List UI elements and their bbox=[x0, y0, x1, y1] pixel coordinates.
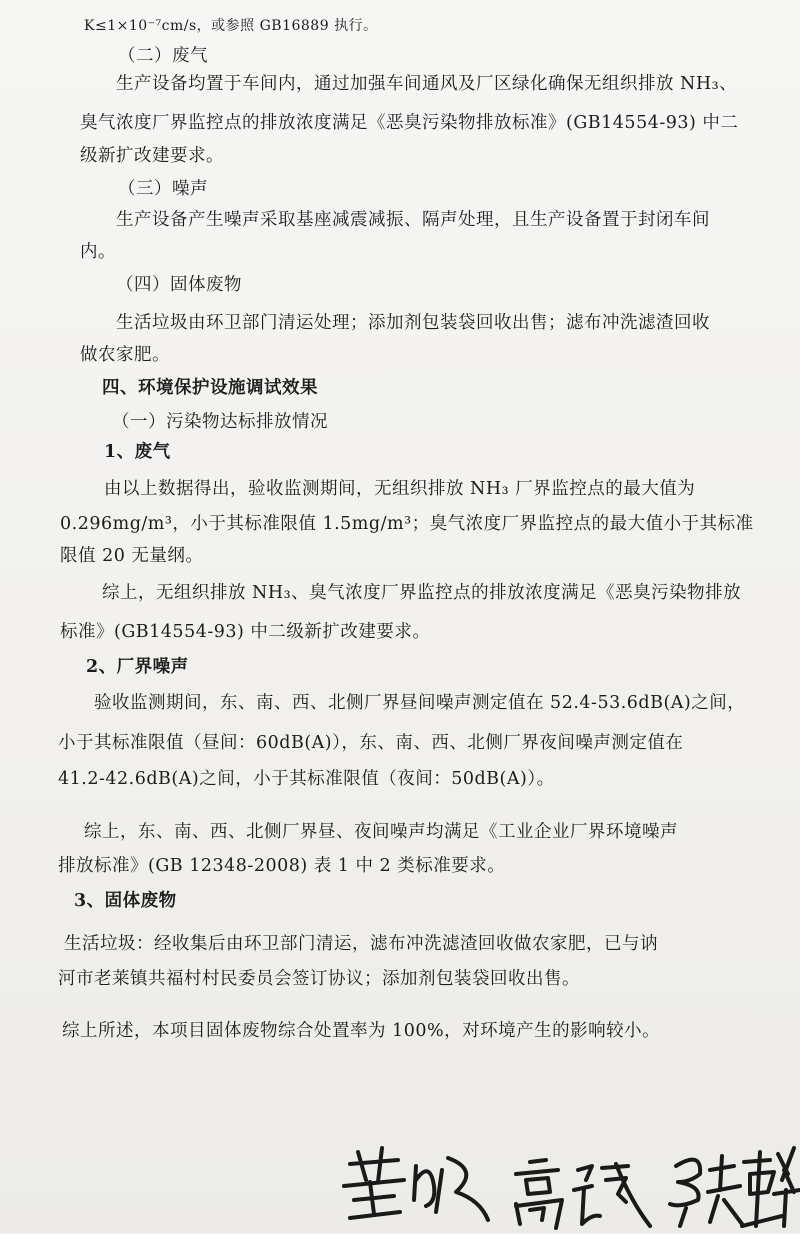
text-line: 生活垃圾由环卫部门清运处理；添加剂包装袋回收出售；滤布冲洗滤渣回收 bbox=[116, 313, 710, 333]
text-line: 生产设备产生噪声采取基座减震减振、隔声处理，且生产设备置于封闭车间 bbox=[116, 210, 710, 230]
text-line: 综上所述，本项目固体废物综合处置率为 100%，对环境产生的影响较小。 bbox=[62, 1021, 661, 1041]
text-line: 综上，东、南、西、北侧厂界昼、夜间噪声均满足《工业企业厂界环境噪声 bbox=[84, 822, 678, 842]
text-line: 0.296mg/m³，小于其标准限值 1.5mg/m³；臭气浓度厂界监控点的最大值小于其标准 bbox=[60, 514, 754, 534]
text-line: 排放标准》(GB 12348-2008) 表 1 中 2 类标准要求。 bbox=[58, 856, 506, 876]
text-line: K≤1×10⁻⁷cm/s，或参照 GB16889 执行。 bbox=[84, 18, 378, 34]
text-line: 验收监测期间，东、南、西、北侧厂界昼间噪声测定值在 52.4-53.6dB(A)之间， bbox=[94, 693, 746, 713]
section-heading: （一）污染物达标排放情况 bbox=[112, 412, 328, 432]
section-heading: 1、废气 bbox=[104, 442, 171, 462]
text-line: 做农家肥。 bbox=[80, 345, 170, 365]
text-line: 内。 bbox=[80, 242, 116, 262]
section-heading: （二）废气 bbox=[118, 46, 208, 66]
text-line: 由以上数据得出，验收监测期间，无组织排放 NH₃ 厂界监控点的最大值为 bbox=[104, 479, 696, 499]
section-heading: （四）固体废物 bbox=[116, 275, 242, 295]
text-line: 级新扩改建要求。 bbox=[80, 146, 224, 166]
section-heading: 3、固体废物 bbox=[74, 891, 177, 911]
text-line: 限值 20 无量纲。 bbox=[60, 546, 204, 566]
section-heading: 四、环境保护设施调试效果 bbox=[102, 378, 318, 398]
section-heading: （三）噪声 bbox=[118, 179, 208, 199]
text-line: 臭气浓度厂界监控点的排放浓度满足《恶臭污染物排放标准》(GB14554-93) 中二 bbox=[80, 113, 739, 133]
text-line: 生活垃圾：经收集后由环卫部门清运，滤布冲洗滤渣回收做农家肥，已与讷 bbox=[64, 934, 658, 954]
text-line: 河市老莱镇共福村村民委员会签订协议；添加剂包装袋回收出售。 bbox=[58, 969, 580, 989]
text-line: 标准》(GB14554-93) 中二级新扩改建要求。 bbox=[60, 622, 431, 642]
text-line: 小于其标准限值（昼间：60dB(A)），东、南、西、北侧厂界夜间噪声测定值在 bbox=[58, 733, 684, 753]
text-line: 41.2-42.6dB(A)之间，小于其标准限值（夜间：50dB(A)）。 bbox=[58, 769, 555, 789]
text-line: 生产设备均置于车间内，通过加强车间通风及厂区绿化确保无组织排放 NH₃、 bbox=[116, 74, 738, 94]
section-heading: 2、厂界噪声 bbox=[86, 657, 189, 677]
handwritten-signatures bbox=[330, 1130, 800, 1230]
text-line: 综上，无组织排放 NH₃、臭气浓度厂界监控点的排放浓度满足《恶臭污染物排放 bbox=[102, 583, 742, 603]
signature-drawing bbox=[330, 1130, 800, 1230]
